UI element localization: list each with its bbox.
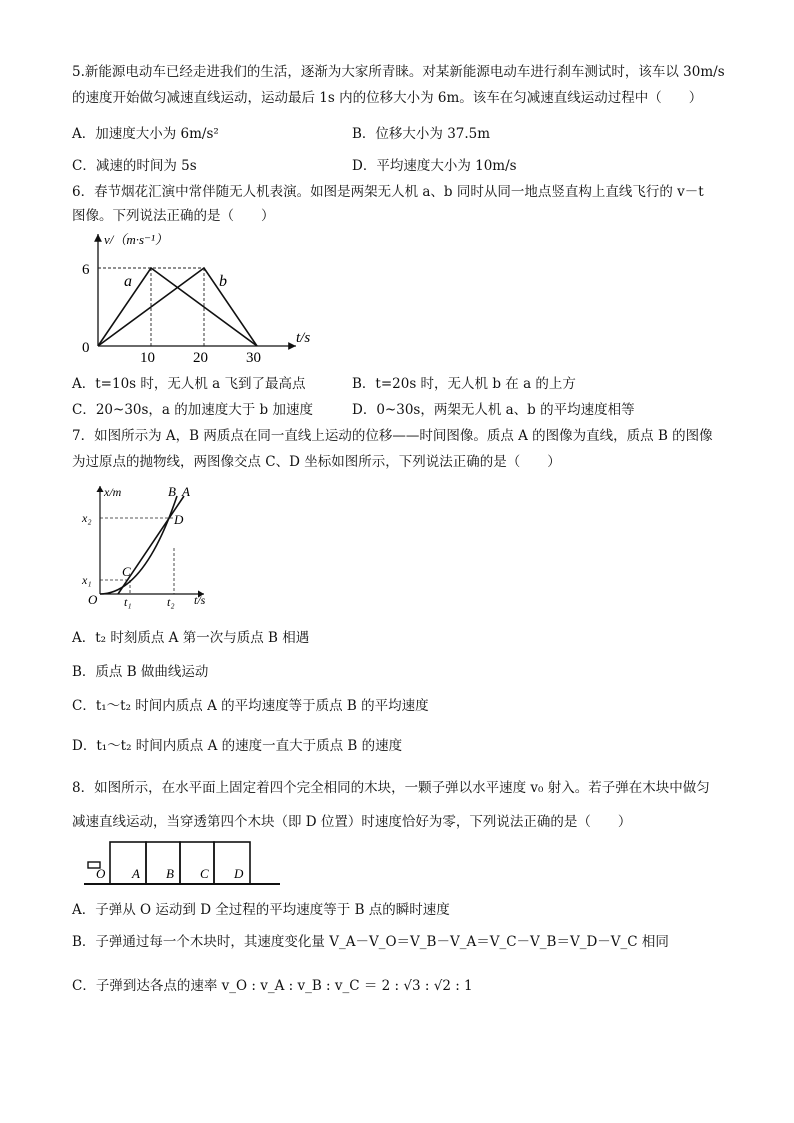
q7-label-c: C — [122, 564, 131, 579]
q7-x1-label: x₁ — [82, 573, 92, 587]
q7-parabola-b — [100, 496, 177, 594]
q7-label-a: A — [182, 484, 190, 499]
q6-xtick-10: 10 — [140, 350, 155, 366]
q7-option-b: B．质点 B 做曲线运动 — [72, 664, 209, 680]
q8-block-2 — [146, 842, 180, 884]
q8-block-1 — [110, 842, 146, 884]
q6-xtick-20: 20 — [193, 350, 208, 366]
q5-option-d: D．平均速度大小为 10m/s — [352, 158, 517, 174]
q6-label-b: b — [219, 273, 227, 290]
q6-stem-line2: 图像。下列说法正确的是（ ） — [72, 208, 275, 224]
q7-label-b: B — [168, 484, 176, 499]
q6-option-b: B．t=20s 时，无人机 b 在 a 的上方 — [352, 376, 576, 392]
q6-stem-line1: 6．春节烟花汇演中常伴随无人机表演。如图是两架无人机 a、b 同时从同一地点竖直构上直线飞行的 v－t — [72, 184, 704, 200]
q6-ylabel: v/（m·s⁻¹） — [104, 232, 168, 247]
q7-xlabel: t/s — [194, 593, 206, 607]
q7-x2-label: x₂ — [82, 511, 92, 525]
q7-option-d: D．t₁～t₂ 时间内质点 A 的速度一直大于质点 B 的速度 — [72, 738, 403, 754]
q6-xtick-30: 30 — [246, 350, 261, 366]
q6-xlabel: t/s — [296, 330, 311, 346]
q8-block-4 — [214, 842, 250, 884]
q7-t1-label: t₁ — [124, 595, 132, 609]
q8-block-3 — [180, 842, 214, 884]
q6-series — [98, 268, 257, 346]
q8-option-b: B．子弹通过每一个木块时，其速度变化量 V_A－V_O＝V_B－V_A＝V_C－V_B＝V_D－V_C 相同 — [72, 934, 669, 950]
q6-ytick-6: 6 — [82, 262, 90, 278]
q6-option-c: C．20~30s，a 的加速度大于 b 加速度 — [72, 402, 313, 418]
q5-option-a: A．加速度大小为 6m/s² — [72, 126, 219, 142]
q8-option-c: C．子弹到达各点的速率 v_O : v_A : v_B : v_C ＝ 2 : √3 : √2 : 1 — [72, 978, 473, 994]
q8-label-c: C — [200, 866, 209, 881]
q5-stem-line1: 5.新能源电动车已经走进我们的生活，逐渐为大家所青睐。对某新能源电动车进行刹车测试时，该车以 30m/s — [72, 64, 725, 80]
q6-option-d: D．0~30s，两架无人机 a、b 的平均速度相等 — [352, 402, 635, 418]
q7-t2-label: t₂ — [167, 595, 175, 609]
q5-stem-line2: 的速度开始做匀减速直线运动，运动最后 1s 内的位移大小为 6m。该车在匀减速直线运动过程中（ ） — [72, 90, 703, 106]
q8-option-a: A．子弹从 O 运动到 D 全过程的平均速度等于 B 点的瞬时速度 — [72, 902, 450, 918]
q6-vt-graph — [76, 228, 326, 368]
q6-line-b — [98, 268, 257, 346]
q8-stem-line1: 8．如图所示，在水平面上固定着四个完全相同的木块，一颗子弹以水平速度 v₀ 射入。若子弹在木块中做匀 — [72, 780, 710, 796]
q7-option-c: C．t₁～t₂ 时间内质点 A 的平均速度等于质点 B 的平均速度 — [72, 698, 429, 714]
q7-origin-label: O — [88, 592, 98, 607]
q8-label-d: D — [234, 866, 244, 881]
q7-option-a: A．t₂ 时刻质点 A 第一次与质点 B 相遇 — [72, 630, 310, 646]
q7-label-d: D — [174, 512, 184, 527]
q8-label-o: O — [96, 866, 106, 881]
q6-line-a — [98, 268, 257, 346]
q6-origin-label: 0 — [82, 340, 90, 356]
q7-xt-graph — [80, 478, 220, 614]
q8-blocks-figure — [84, 838, 280, 890]
q6-option-a: A．t=10s 时，无人机 a 飞到了最高点 — [72, 376, 306, 392]
q5-option-b: B．位移大小为 37.5m — [352, 126, 491, 142]
q8-label-a: A — [132, 866, 140, 881]
q7-ylabel: x/m — [104, 485, 122, 499]
q5-option-c: C．减速的时间为 5s — [72, 158, 197, 174]
q7-stem-line2: 为过原点的抛物线，两图像交点 C、D 坐标如图所示，下列说法正确的是（ ） — [72, 454, 561, 470]
q7-stem-line1: 7．如图所示为 A，B 两质点在同一直线上运动的位移——时间图像。质点 A 的图像为直线，质点 B 的图像 — [72, 428, 713, 444]
q8-stem-line2: 减速直线运动，当穿透第四个木块（即 D 位置）时速度恰好为零，下列说法正确的是（ ） — [72, 814, 632, 830]
q6-label-a: a — [124, 273, 132, 290]
q8-label-b: B — [166, 866, 174, 881]
